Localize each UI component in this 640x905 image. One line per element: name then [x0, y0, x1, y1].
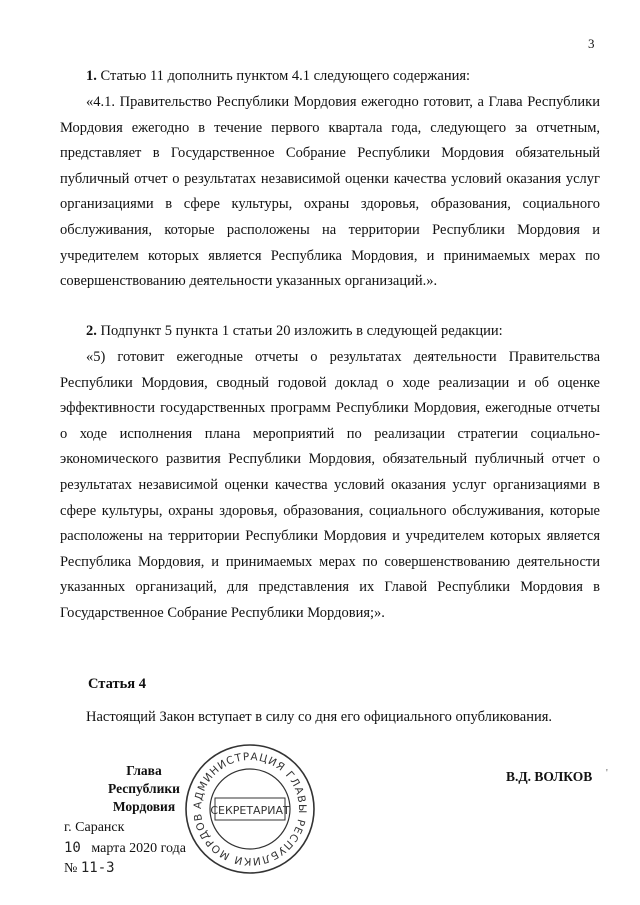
final-text: Настоящий Закон вступает в силу со дня его официального опубликования. — [86, 709, 553, 725]
signature-name: В.Д. ВОЛКОВ — [506, 769, 593, 784]
page-number: 3 — [588, 36, 595, 51]
signature-title-line2: Республики Мордовия — [108, 781, 180, 814]
number-value: 11-З — [80, 860, 115, 876]
item-2-text: Подпункт 5 пункта 1 статьи 20 изложить в следующей редакции: — [96, 323, 503, 339]
item-1 — [60, 64, 600, 90]
date-line — [64, 840, 186, 857]
item-2 — [60, 319, 600, 345]
article-heading: Статья 4 — [88, 676, 146, 692]
date-day: 10 — [64, 840, 81, 856]
number-prefix: № — [64, 861, 78, 876]
item-1-number: 1. — [86, 68, 97, 84]
stamp-seal — [181, 740, 319, 878]
margin-mark: ' — [606, 768, 608, 779]
date-rest: марта 2020 года — [91, 841, 186, 856]
place: г. Саранск — [64, 820, 125, 835]
item-1-quote: «4.1. Правительство Республики Мордовия ежегодно готовит, а Глава Республики Мордовия ежегодно в течение первого квартала года, следующего за отчетным, представляет в Государственное Собрание Республики Мордовия обязательный публичный отчет о результатах независимой оценки качества условий оказания услуг организациями в сфере культуры, охраны здоровья, образования, социального обслуживания, которые расположены на территории Республики Мордовия и учредителем которых является Республика Мордовия, и принимаемых мерах по совершенствованию деятельности указанных организаций.». — [60, 94, 600, 290]
stamp-center-text: СЕКРЕТАРИАТ — [210, 804, 290, 817]
signature-title-line1: Глава — [126, 763, 162, 778]
item-2-quote: «5) готовит ежегодные отчеты о результатах деятельности Правительства Республики Мордовия, сводный годовой доклад о ходе реализации и об оценке эффективности государственных программ Республики Мордовия, ежегодные отчеты о ходе исполнения плана мероприятий по реализации стратегии социально-экономического развития Республики Мордовия, обязательный публичный отчет о результатах независимой оценки качества условий оказания услуг организациями в сфере культуры, охраны здоровья, образования, социального обслуживания, которые расположены на территории Республики Мордовия и учредителем которых является Республика Мордовия, и принимаемых мерах по совершенствованию деятельности указанных организаций, для представления их Главой Республики Мордовия в Государственное Собрание Республики Мордовия;». — [60, 349, 600, 621]
secretariat-stamp — [181, 740, 319, 878]
item-1-text: Статью 11 дополнить пунктом 4.1 следующего содержания: — [96, 68, 471, 84]
stamp-ring-text: АДМИНИСТРАЦИЯ ГЛАВЫ РЕСПУБЛИКИ МОРДОВ — [191, 750, 309, 868]
item-2-number: 2. — [86, 323, 97, 339]
law-number — [64, 860, 115, 877]
